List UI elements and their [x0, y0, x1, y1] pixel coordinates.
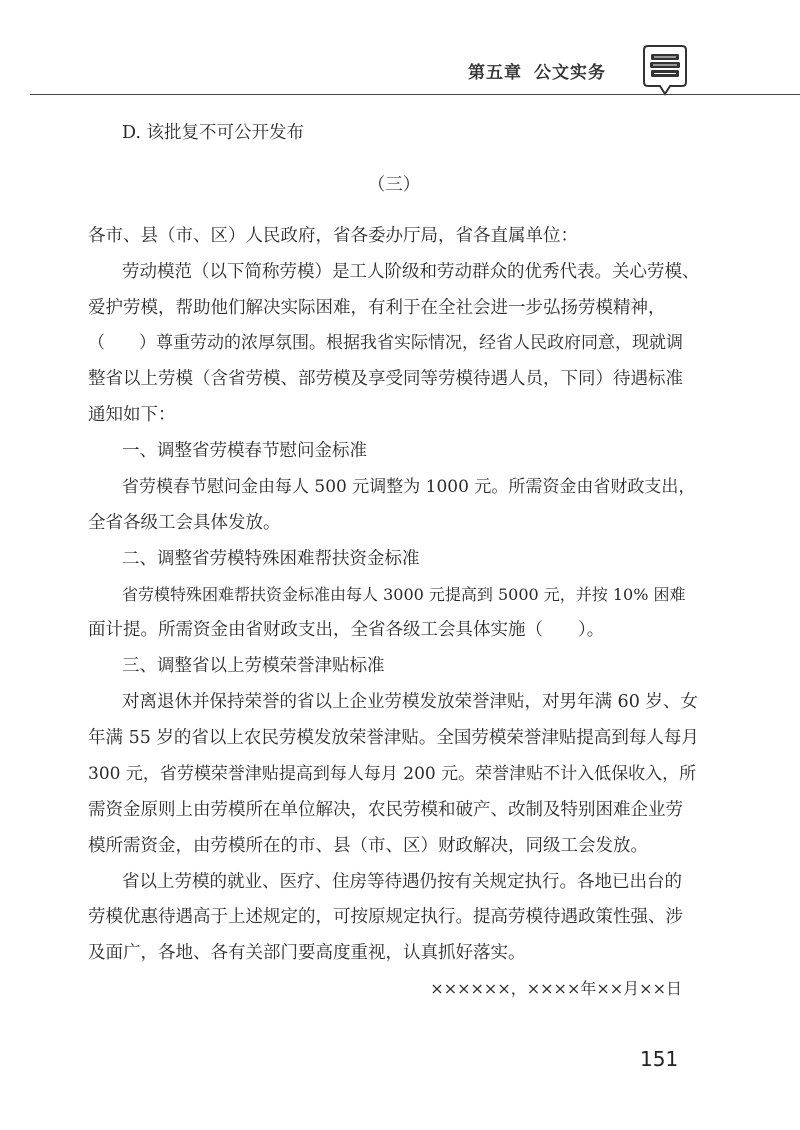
paragraph-line: 劳动模范（以下简称劳模）是工人阶级和劳动群众的优秀代表。关心劳模、: [122, 262, 700, 282]
paragraph-line: 爱护劳模，帮助他们解决实际困难，有利于在全社会进一步弘扬劳模精神，: [88, 298, 666, 318]
chapter-title: 公文实务: [534, 63, 606, 83]
paragraph-line: 全省各级工会具体发放。: [88, 513, 281, 533]
paragraph-line: 需资金原则上由劳模所在单位解决，农民劳模和破产、改制及特别困难企业劳: [88, 800, 683, 820]
page-number: 151: [640, 1047, 679, 1071]
paragraph-line: 省劳模春节慰问金由每人 500 元调整为 1000 元。所需资金由省财政支出，: [122, 477, 696, 497]
section-heading: 二、调整省劳模特殊困难帮扶资金标准: [122, 549, 420, 569]
paragraph-line: 通知如下：: [88, 405, 176, 425]
option-d: D. 该批复不可公开发布: [122, 123, 305, 143]
paragraph-line: 300 元，省劳模荣誉津贴提高到每人每月 200 元。荣誉津贴不计入低保收入，所: [88, 764, 697, 784]
header-divider: [30, 94, 800, 95]
paragraph-line: 省以上劳模的就业、医疗、住房等待遇仍按有关规定执行。各地已出台的: [122, 872, 682, 892]
paragraph-line: 面计提。所需资金由省财政支出，全省各级工会具体实施（ ）。: [88, 620, 605, 640]
section-marker: （三）: [367, 175, 421, 195]
chapter-number: 第五章: [468, 63, 522, 83]
paragraph-line: 对离退休并保持荣誉的省以上企业劳模发放荣誉津贴，对男年满 60 岁、女: [122, 692, 698, 712]
paragraph-line: 整省以上劳模（含省劳模、部劳模及享受同等劳模待遇人员，下同）待遇标准: [88, 369, 683, 389]
signature-date: ××××××，××××年××月××日: [430, 979, 682, 998]
paragraph-line: 模所需资金，由劳模所在的市、县（市、区）财政解决，同级工会发放。: [88, 836, 648, 856]
book-icon: [640, 44, 690, 98]
paragraph-line: 省劳模特殊困难帮扶资金标准由每人 3000 元提高到 5000 元，并按 10% 困难: [122, 585, 686, 604]
paragraph-line: 劳模优惠待遇高于上述规定的，可按原规定执行。提高劳模待遇政策性强、涉: [88, 907, 683, 927]
paragraph-line: （ ）尊重劳动的浓厚氛围。根据我省实际情况，经省人民政府同意，现就调: [88, 333, 683, 353]
paragraph-line: 及面广，各地、各有关部门要高度重视，认真抓好落实。: [88, 943, 526, 963]
salutation: 各市、县（市、区）人民政府，省各委办厅局，省各直属单位：: [88, 226, 578, 246]
chapter-header: [468, 58, 618, 83]
section-heading: 一、调整省劳模春节慰问金标准: [122, 441, 367, 461]
paragraph-line: 年满 55 岁的省以上农民劳模发放荣誉津贴。全国劳模荣誉津贴提高到每人每月: [88, 728, 699, 748]
section-heading: 三、调整省以上劳模荣誉津贴标准: [122, 656, 385, 676]
